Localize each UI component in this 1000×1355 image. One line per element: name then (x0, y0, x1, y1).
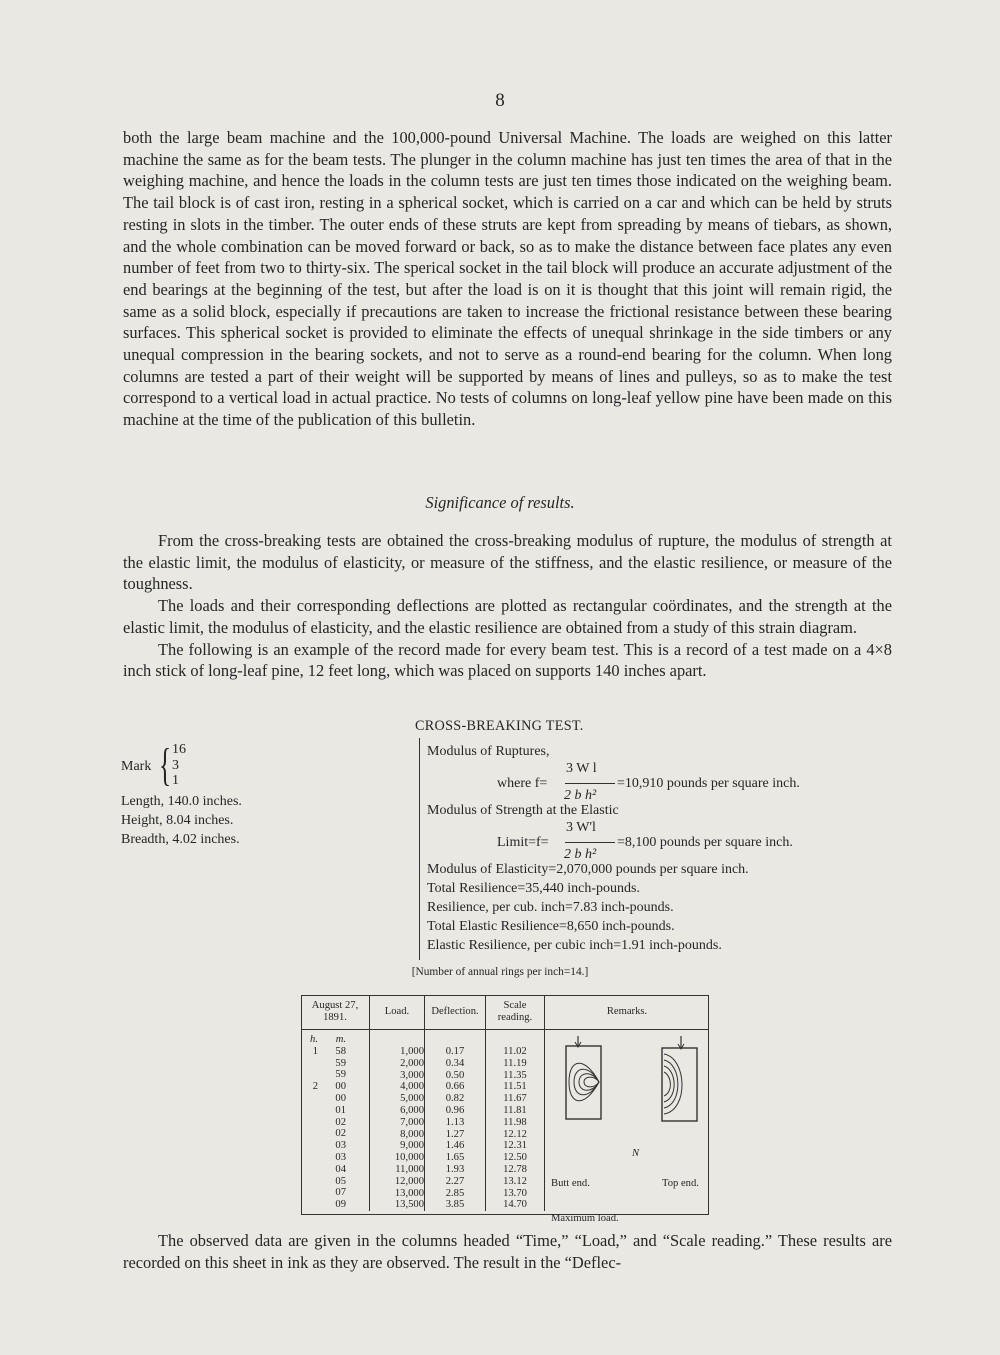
scale-cell: 11.67 (503, 1093, 527, 1105)
time-cell (301, 1199, 369, 1211)
hour-cell (301, 1128, 318, 1140)
load-cell: 13,000 (394, 1187, 424, 1199)
minute-cell: 00 (335, 1081, 346, 1093)
time-cell (301, 1105, 369, 1117)
deflection-cell: 2.27 (445, 1175, 465, 1187)
hour-cell (301, 1164, 318, 1176)
header-deflection: Deflection. (425, 995, 486, 1030)
deflection-cell: 0.96 (445, 1104, 465, 1116)
strength-where: Limit=f= (497, 835, 549, 850)
header-remarks: Remarks. (545, 995, 710, 1030)
scale-cell: 13.70 (503, 1187, 527, 1199)
scale-cell: 11.81 (503, 1104, 527, 1116)
load-cell: 2,000 (400, 1057, 424, 1069)
section-heading: Significance of results. (425, 493, 575, 512)
deflection-cell: 1.93 (445, 1163, 465, 1175)
scale-rows (486, 1046, 544, 1211)
paragraph-column-machine (123, 127, 892, 431)
minute-cell: 05 (335, 1175, 346, 1187)
minute-cell: 02 (335, 1116, 346, 1128)
time-cell (301, 1128, 369, 1140)
paragraph-2: From the cross-breaking tests are obtained the cross-breaking modulus of rupture, the modulus of strength at the elastic limit, the modulus of elasticity, or measure of the stiffness, and the elastic resilience, or measure of the toughness. (123, 531, 892, 594)
hour-cell (301, 1199, 318, 1211)
rupture-formula (427, 761, 887, 801)
header-time: August 27, 1891. (301, 995, 370, 1030)
hour-cell (301, 1140, 318, 1152)
paragraph-5: The observed data are given in the columns headed “Time,” “Load,” and “Scale reading.” These results are recorded on this sheet in ink as they are observed. The result in the “Deflec- (123, 1231, 892, 1272)
left-brace-icon: { (159, 739, 172, 790)
scale-cell: 11.98 (503, 1116, 527, 1128)
load-cell: 6,000 (400, 1104, 424, 1116)
scale-cell: 11.51 (503, 1081, 527, 1093)
hour-cell (301, 1105, 318, 1117)
top-end-label: Top end. (662, 1178, 699, 1189)
rupture-value: =10,910 pounds per square inch. (617, 776, 800, 791)
test-results (427, 742, 887, 955)
hour-cell (301, 1117, 318, 1129)
minute-cell: 02 (335, 1128, 346, 1140)
minute-cell: 07 (335, 1187, 346, 1199)
rupture-where: where f= (497, 776, 548, 791)
deflection-cell: 1.46 (445, 1140, 465, 1152)
time-rows (301, 1046, 369, 1211)
minute-cell: 03 (335, 1140, 346, 1152)
top-end-sketch (662, 1036, 697, 1121)
deflection-cell: 0.50 (445, 1069, 465, 1081)
length: Length, 140.0 inches. (121, 794, 242, 809)
paragraph-1: both the large beam machine and the 100,000-pound Universal Machine. The loads are weighed on this latter machine the same as for the beam tests. The plunger in the column machine has just ten times the area of that in the weighing machine, and hence the loads in the column tests are just ten times those indicated on the weighing beam. The tail block is of cast iron, resting in a spherical socket, which is carried on a car and which can be held by struts resting in slots in the timber. The outer ends of these struts are kept from spreading by means of tiebars, as shown, and the whole combination can be moved forward or back, so as to make the distance between face plates any even number of feet from two to thirty-six. The sperical socket in the tail block will produce an accurate adjustment of the end bearings at the beginning of the test, but after the load is on it is thought that this joint will remain rigid, the same as a solid block, especially if precautions are taken to increase the frictional resistance between these bearing surfaces. This spherical socket is provided to eliminate the effects of unequal shrinkage in the side timbers or any unequal compression in the bearing sockets, and not to serve as a round-end bearing for the column. When long columns are tested a part of their weight will be supported by means of lines and pulleys, so as to make the test correspond to a vertical load in actual practice. No tests of columns on long-leaf yellow pine have been made on this machine at the time of the publication of this bulletin. (123, 128, 892, 430)
remarks-cell (545, 1030, 709, 1224)
load-cell: 7,000 (400, 1116, 424, 1128)
scale-cell: 14.70 (503, 1199, 527, 1211)
time-cell (301, 1046, 369, 1058)
time-cell (301, 1093, 369, 1105)
load-cell: 5,000 (400, 1093, 424, 1105)
load-column (370, 1030, 425, 1212)
load-rows (370, 1046, 424, 1211)
deflection-cell: 0.17 (445, 1046, 465, 1057)
hour-cell (301, 1187, 318, 1199)
load-cell: 11,000 (395, 1163, 424, 1175)
time-cell (301, 1187, 369, 1199)
load-cell: 10,000 (394, 1152, 424, 1164)
deflection-cell: 1.27 (445, 1128, 465, 1140)
scale-cell: 13.12 (503, 1175, 527, 1187)
paragraph-observed-data (123, 1230, 892, 1273)
hour-cell: 2 (312, 1081, 318, 1093)
scale-cell: 11.35 (503, 1069, 527, 1081)
table-body-row (301, 1030, 709, 1212)
load-cell: 12,000 (394, 1175, 424, 1187)
deflection-column (425, 1030, 486, 1212)
height: Height, 8.04 inches. (121, 813, 234, 828)
hour-cell: 1 (312, 1045, 318, 1057)
rupture-label: Modulus of Ruptures, (427, 744, 550, 759)
time-units (301, 1030, 369, 1046)
minute-cell: 59 (335, 1069, 346, 1081)
fraction-bar (565, 783, 615, 784)
deflection-cell: 0.34 (445, 1057, 465, 1069)
scale-cell: 12.50 (503, 1152, 527, 1164)
time-cell (301, 1164, 369, 1176)
deflection-cell: 1.13 (445, 1116, 465, 1128)
time-cell (301, 1058, 369, 1070)
total-resilience: Total Resilience=35,440 inch-pounds. (427, 881, 640, 896)
scale-cell: 12.78 (503, 1163, 527, 1175)
n-label: N (632, 1148, 640, 1159)
header-scale: Scale reading. (486, 995, 545, 1030)
deflection-cell: 0.66 (445, 1081, 465, 1093)
mark-value: 3 (172, 757, 179, 773)
divider (419, 738, 420, 960)
scale-column (486, 1030, 545, 1212)
rupture-numerator: 3 W l (566, 761, 597, 776)
breadth: Breadth, 4.02 inches. (121, 832, 240, 847)
time-cell (301, 1081, 369, 1093)
paragraphs-significance (123, 530, 892, 682)
mark-row (121, 739, 242, 790)
scale-cell: 12.31 (503, 1140, 527, 1152)
resilience-per-cub: Resilience, per cub. inch=7.83 inch-pounds. (427, 900, 674, 915)
load-cell: 9,000 (400, 1140, 424, 1152)
deflection-cell: 0.82 (445, 1093, 465, 1105)
minute-cell: 03 (335, 1151, 346, 1163)
hour-cell (301, 1093, 318, 1105)
time-cell (301, 1176, 369, 1188)
specimen-dimensions (121, 792, 242, 849)
elasticity: Modulus of Elasticity=2,070,000 pounds per square inch. (427, 862, 749, 877)
strength-formula (427, 820, 887, 860)
header-load: Load. (370, 995, 425, 1030)
hour-cell (301, 1152, 318, 1164)
load-cell: 1,000 (400, 1046, 424, 1057)
mark-values (172, 742, 186, 789)
scale-cell: 12.12 (503, 1128, 527, 1140)
deflection-cell: 3.85 (445, 1199, 465, 1211)
paragraph-4: The following is an example of the record made for every beam test. This is a record of a test made on a 4×8 inch stick of long-leaf pine, 12 feet long, which was placed on supports 140 inches apart. (123, 639, 892, 681)
scale-cell: 11.02 (503, 1046, 527, 1057)
load-cell: 8,000 (400, 1128, 424, 1140)
fraction-bar (565, 842, 615, 843)
minute-cell: 59 (335, 1057, 346, 1069)
time-cell (301, 1069, 369, 1081)
time-cell (301, 1152, 369, 1164)
scale-cell: 11.19 (503, 1057, 527, 1069)
minute-cell: 01 (335, 1104, 346, 1116)
rings-note: [Number of annual rings per inch=14.] (411, 966, 589, 978)
hour-cell (301, 1058, 318, 1070)
deflection-cell: 2.85 (445, 1187, 465, 1199)
butt-end-label: Butt end. (551, 1178, 590, 1189)
strength-denominator: 2 b h² (564, 847, 597, 862)
deflection-rows (425, 1046, 485, 1211)
test-title: CROSS-BREAKING TEST. (415, 718, 584, 734)
hour-cell (301, 1069, 318, 1081)
table-header-row (301, 995, 709, 1030)
page-number: 8 (495, 90, 505, 111)
minute-cell: 58 (335, 1045, 346, 1057)
elastic-resilience-per-cubic: Elastic Resilience, per cubic inch=1.91 inch-pounds. (427, 938, 722, 953)
minute-cell: 09 (335, 1199, 346, 1211)
max-load-label: Maximum load. (551, 1213, 619, 1224)
paragraph-3: The loads and their corresponding deflections are plotted as rectangular coördinates, and the strength at the elastic limit, the modulus of elasticity, and the elastic resilience are obtained from a study of this strain diagram. (123, 596, 892, 637)
butt-end-sketch (566, 1036, 601, 1119)
deflection-cell: 1.65 (445, 1152, 465, 1164)
strength-label: Modulus of Strength at the Elastic (427, 803, 619, 818)
minute-cell: 04 (335, 1163, 346, 1175)
strength-value: =8,100 pounds per square inch. (617, 835, 793, 850)
load-cell: 13,500 (394, 1199, 424, 1211)
rupture-denominator: 2 b h² (564, 788, 597, 803)
hour-cell (301, 1176, 318, 1188)
specimen-info (121, 739, 242, 849)
time-cell (301, 1117, 369, 1129)
total-elastic-resilience: Total Elastic Resilience=8,650 inch-pounds. (427, 919, 675, 934)
remarks-column (545, 1030, 710, 1224)
time-column (301, 1030, 370, 1212)
minute-cell: 00 (335, 1092, 346, 1104)
mark-label: Mark (121, 759, 152, 774)
mark-value: 1 (172, 773, 179, 788)
minute-unit: m. (335, 1034, 346, 1045)
load-cell: 4,000 (400, 1081, 424, 1093)
test-record-table (301, 995, 709, 1224)
time-cell (301, 1140, 369, 1152)
hour-unit: h. (310, 1034, 318, 1045)
mark-value: 16 (172, 742, 186, 757)
strength-numerator: 3 W'l (566, 820, 596, 835)
load-cell: 3,000 (400, 1069, 424, 1081)
